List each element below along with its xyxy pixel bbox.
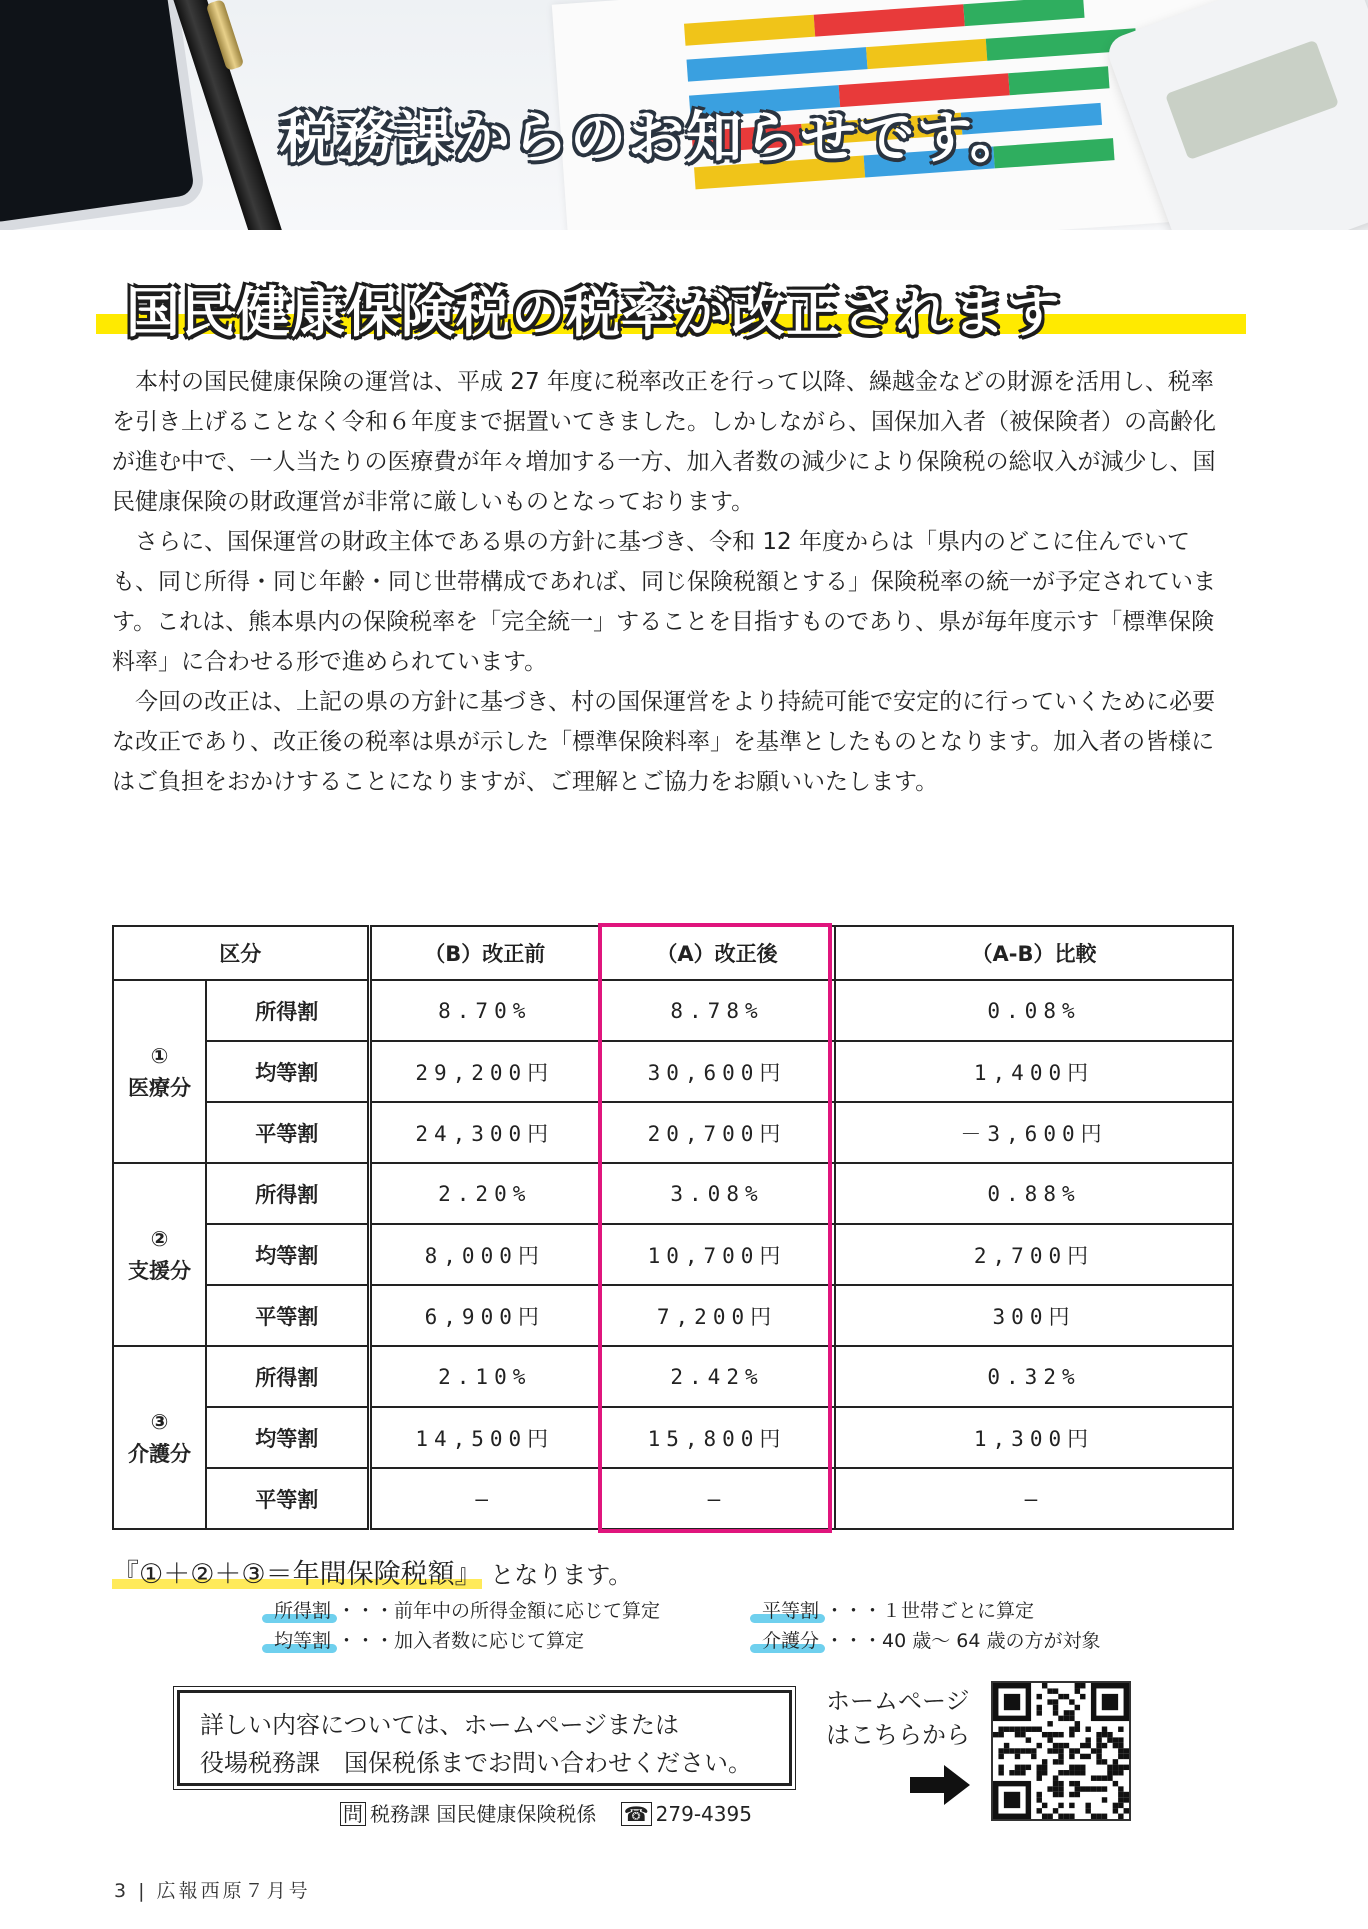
value-before: 24,300円 [369,1102,599,1163]
group-name: 支援分 [128,1258,191,1283]
value-diff: 0.88% [835,1163,1233,1224]
page-title: 国民健康保険税の税率が改正されます [126,281,1061,344]
table-row [113,1468,1233,1529]
value-after: 2.42% [599,1346,835,1407]
value-diff: 1,400円 [835,1041,1233,1102]
value-after: 20,700円 [599,1102,835,1163]
contact-box [177,1690,792,1786]
value-after: 30,600円 [599,1041,835,1102]
phone-icon: ☎ [621,1802,652,1826]
legend-item [268,1596,660,1623]
table-row [113,1346,1233,1407]
contact-line-2: 役場税務課 国保税係までお問い合わせください。 [200,1749,752,1777]
group-number: ② [150,1226,169,1251]
main-title-block [96,270,1246,344]
value-before: — [369,1468,599,1529]
value-before: 14,500円 [369,1407,599,1468]
value-diff: 1,300円 [835,1407,1233,1468]
row-label: 所得割 [206,1346,369,1407]
paragraph-3: 今回の改正は、上記の県の方針に基づき、村の国保運営をより持続可能で安定的に行っていくために必要な改正であり、改正後の税率は県が示した「標準保険料率」を基準としたものとなります。加入者の皆様にはご負担をおかけすることになりますが、ご理解とご協力をお願いいたします。 [112,689,1216,795]
value-after: 15,800円 [599,1407,835,1468]
header-before: （B）改正前 [369,926,599,980]
inquiry-phone: 279-4395 [655,1802,752,1826]
legend-desc: ・・・40 歳～ 64 歳の方が対象 [825,1630,1101,1652]
formula-rest: となります。 [490,1561,633,1589]
legend-term: 介護分 [756,1626,825,1653]
smartphone-image [0,0,206,230]
inquiry-dept: 税務課 国民健康保険税係 [370,1802,597,1826]
legend-term: 所得割 [268,1596,337,1623]
value-after: 10,700円 [599,1224,835,1285]
table-row [113,1285,1233,1346]
legend-desc: ・・・前年中の所得金額に応じて算定 [337,1600,661,1622]
legend-item [756,1626,1101,1653]
value-after: 3.08% [599,1163,835,1224]
row-label: 均等割 [206,1224,369,1285]
table-row [113,1102,1233,1163]
homepage-line-2: はこちらから [826,1721,970,1749]
group-number: ① [150,1043,169,1068]
row-label: 所得割 [206,1163,369,1224]
table-row [113,1224,1233,1285]
paragraph-1: 本村の国民健康保険の運営は、平成 27 年度に税率改正を行って以降、繰越金などの財源を活用し、税率を引き上げることなく令和６年度まで据置いてきました。しかしながら、国保加入者（被保険者）の高齢化が進む中で、一人当たりの医療費が年々増加する一方、加入者数の減少により保険税の総収入が減少し、国民健康保険の財政運営が非常に厳しいものとなっております。 [112,369,1216,515]
row-label: 平等割 [206,1285,369,1346]
value-before: 8.70% [369,980,599,1041]
legend-term: 平等割 [756,1596,825,1623]
table-header-row [113,926,1233,980]
table-row [113,1163,1233,1224]
table-row [113,1041,1233,1102]
table-row [113,980,1233,1041]
value-before: 6,900円 [369,1285,599,1346]
group-cell-care [113,1346,206,1529]
footer-separator: | [138,1880,148,1902]
legend-item [756,1596,1034,1623]
value-diff: — [835,1468,1233,1529]
homepage-text [826,1684,970,1752]
paragraph-2: さらに、国保運営の財政主体である県の方針に基づき、令和 12 年度からは「県内のどこに住んでいても、同じ所得・同じ年齢・同じ世帯構成であれば、同じ保険税額とする」保険税率の統一が予定されています。これは、熊本県内の保険税率を「完全統一」することを目指すものであり、県が毎年度示す「標準保険料率」に合わせる形で進められています。 [112,529,1216,675]
page-footer [114,1876,311,1903]
header-after: （A）改正後 [599,926,835,980]
value-diff: 300円 [835,1285,1233,1346]
value-before: 2.10% [369,1346,599,1407]
homepage-line-1: ホームページ [826,1687,970,1715]
legend-desc: ・・・加入者数に応じて算定 [337,1630,585,1652]
formula-main: 『①＋②＋③＝年間保険税額』 [112,1552,482,1591]
group-name: 介護分 [128,1441,191,1466]
value-diff: －3,600円 [835,1102,1233,1163]
value-before: 29,200円 [369,1041,599,1102]
qr-code-icon [993,1683,1129,1819]
page-number: 3 [114,1880,130,1902]
value-after: 8.78% [599,980,835,1041]
row-label: 所得割 [206,980,369,1041]
value-before: 2.20% [369,1163,599,1224]
body-text [112,362,1232,802]
tax-rate-table [112,925,1234,1530]
value-after: 7,200円 [599,1285,835,1346]
legend-item [268,1626,584,1653]
group-number: ③ [150,1409,169,1434]
value-diff: 0.08% [835,980,1233,1041]
group-cell-medical [113,980,206,1163]
legend-term: 均等割 [268,1626,337,1653]
publication-name: 広報西原７月号 [156,1880,311,1902]
value-diff: 0.32% [835,1346,1233,1407]
contact-line-1: 詳しい内容については、ホームページまたは [200,1711,680,1739]
table-row [113,1407,1233,1468]
arrow-right-icon [910,1765,970,1805]
group-name: 医療分 [128,1075,191,1100]
value-diff: 2,700円 [835,1224,1233,1285]
inquiry-line [340,1798,752,1827]
formula-line [112,1552,632,1591]
row-label: 均等割 [206,1041,369,1102]
header-diff: （A-B）比較 [835,926,1233,980]
banner-title: 税務課からのお知らせです。 [280,106,1028,171]
legend-desc: ・・・１世帯ごとに算定 [825,1600,1035,1622]
row-label: 平等割 [206,1468,369,1529]
group-cell-support [113,1163,206,1346]
value-after: — [599,1468,835,1529]
value-before: 8,000円 [369,1224,599,1285]
row-label: 平等割 [206,1102,369,1163]
homepage-qr-code[interactable] [991,1681,1131,1821]
inquiry-mark: 問 [340,1802,366,1826]
header-category: 区分 [113,926,369,980]
header-banner [0,0,1368,230]
row-label: 均等割 [206,1407,369,1468]
